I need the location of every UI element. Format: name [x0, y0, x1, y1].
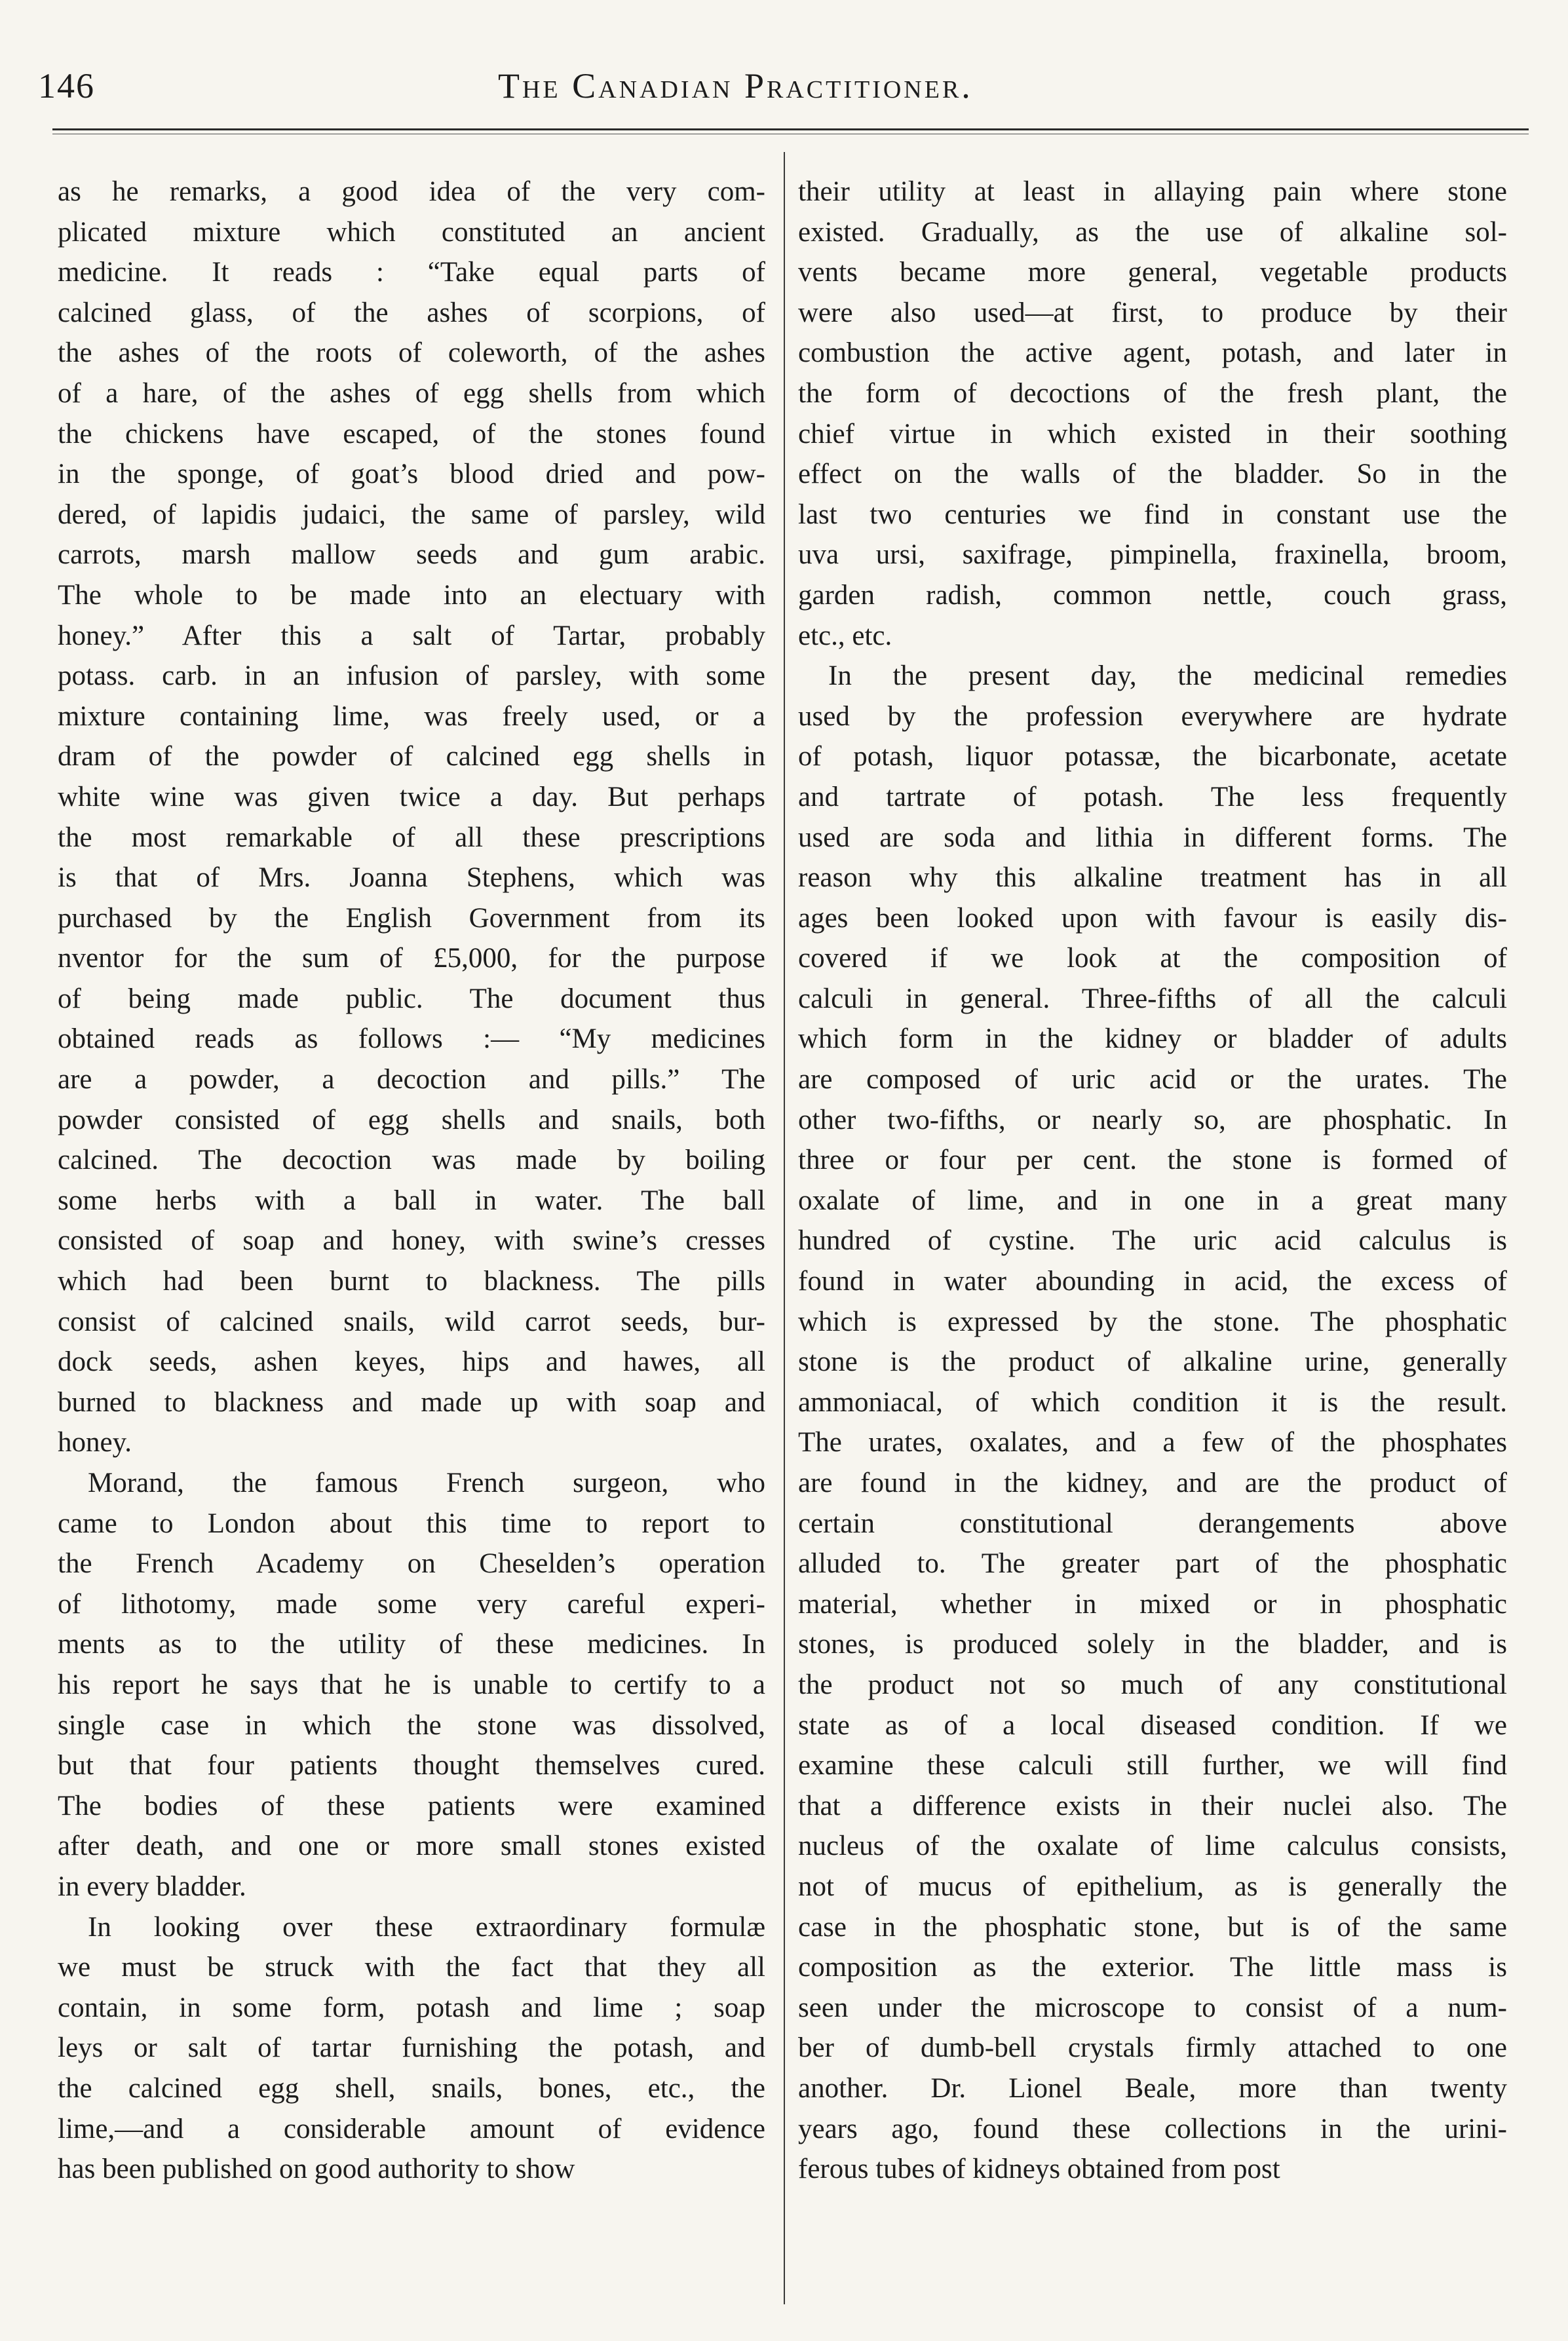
text-line: seen under the microscope to consist of a num-: [798, 1992, 1507, 2023]
text-line: the product not so much of any constitutional: [798, 1669, 1507, 1700]
text-line: lime,—and a considerable amount of evidence: [58, 2113, 765, 2144]
text-line: of being made public. The document thus: [58, 983, 765, 1014]
text-line: ber of dumb-bell crystals firmly attached to one: [798, 2032, 1507, 2064]
text-line: chief virtue in which existed in their soothing: [798, 418, 1507, 449]
running-title: The Canadian Practitioner.: [498, 66, 973, 105]
text-line: carrots, marsh mallow seeds and gum arabic.: [58, 539, 765, 571]
right-column: [798, 172, 1507, 2190]
text-line: that a difference exists in their nuclei also. The: [798, 1790, 1507, 1821]
text-line: consisted of soap and honey, with swine’s cresses: [58, 1225, 765, 1257]
text-line: honey.” After this a salt of Tartar, probably: [58, 620, 765, 651]
text-line: medicine. It reads : “Take equal parts of: [58, 257, 765, 288]
text-line: which form in the kidney or bladder of adults: [798, 1023, 1507, 1055]
text-line: the most remarkable of all these prescriptions: [58, 822, 765, 853]
text-line: ments as to the utility of these medicines. In: [58, 1629, 765, 1660]
text-line: and tartrate of potash. The less frequently: [798, 781, 1507, 812]
text-line: examine these calculi still further, we will find: [798, 1750, 1507, 1781]
text-line: in every bladder.: [58, 1871, 246, 1902]
text-line: etc., etc.: [798, 620, 892, 651]
text-line: effect on the walls of the bladder. So in the: [798, 459, 1507, 490]
text-line: used are soda and lithia in different forms. The: [798, 822, 1507, 853]
text-line: but that four patients thought themselves cured.: [58, 1750, 765, 1781]
text-line: uva ursi, saxifrage, pimpinella, fraxinella, broom,: [798, 539, 1507, 571]
text-line: another. Dr. Lionel Beale, more than twenty: [798, 2072, 1507, 2104]
text-line: were also used—at first, to produce by their: [798, 297, 1507, 328]
text-line: mixture containing lime, was freely used, or a: [58, 700, 765, 732]
text-line: In the present day, the medicinal remedies: [828, 660, 1507, 692]
text-line: Morand, the famous French surgeon, who: [88, 1468, 765, 1498]
text-line: found in water abounding in acid, the excess of: [798, 1266, 1507, 1297]
text-line: after death, and one or more small stones existed: [58, 1831, 765, 1862]
text-line: are found in the kidney, and are the product of: [798, 1468, 1507, 1498]
text-line: honey.: [58, 1427, 132, 1458]
text-line: the chickens have escaped, of the stones found: [58, 418, 765, 449]
text-line: contain, in some form, potash and lime ; soap: [58, 1992, 765, 2023]
text-line: stone is the product of alkaline urine, generally: [798, 1346, 1507, 1378]
text-line: dock seeds, ashen keyes, hips and hawes, all: [58, 1346, 765, 1378]
text-line: of potash, liquor potassæ, the bicarbonate, acetate: [798, 741, 1507, 772]
text-line: combustion the active agent, potash, and later in: [798, 337, 1507, 369]
text-line: ammoniacal, of which condition it is the result.: [798, 1386, 1507, 1418]
text-line: the calcined egg shell, snails, bones, etc., the: [58, 2072, 765, 2104]
text-line: nventor for the sum of £5,000, for the purpose: [58, 943, 765, 974]
text-line: case in the phosphatic stone, but is of the same: [798, 1911, 1507, 1943]
text-line: The urates, oxalates, and a few of the phosphates: [798, 1427, 1507, 1458]
text-line: consist of calcined snails, wild carrot seeds, bur-: [58, 1306, 765, 1337]
text-line: certain constitutional derangements above: [798, 1508, 1507, 1539]
text-line: of lithotomy, made some very careful experi-: [58, 1588, 765, 1620]
text-line: three or four per cent. the stone is formed of: [798, 1145, 1507, 1176]
text-line: nucleus of the oxalate of lime calculus consists,: [798, 1831, 1507, 1862]
text-line: potass. carb. in an infusion of parsley, with some: [58, 660, 765, 692]
text-line: the French Academy on Cheselden’s operation: [58, 1548, 765, 1580]
text-line: some herbs with a ball in water. The ball: [58, 1185, 765, 1216]
text-line: which is expressed by the stone. The phosphatic: [798, 1306, 1507, 1337]
text-line: existed. Gradually, as the use of alkaline sol-: [798, 216, 1507, 248]
text-line: in the sponge, of goat’s blood dried and pow-: [58, 459, 765, 490]
text-line: vents became more general, vegetable products: [798, 257, 1507, 288]
text-line: years ago, found these collections in the urini-: [798, 2113, 1507, 2144]
text-line: white wine was given twice a day. But perhaps: [58, 781, 765, 812]
text-line: reason why this alkaline treatment has in all: [798, 862, 1507, 894]
text-line: is that of Mrs. Joanna Stephens, which was: [58, 862, 765, 894]
text-line: last two centuries we find in constant use the: [798, 499, 1507, 530]
text-line: covered if we look at the composition of: [798, 943, 1507, 974]
text-line: ages been looked upon with favour is easily dis-: [798, 902, 1507, 934]
text-line: powder consisted of egg shells and snails, both: [58, 1104, 765, 1135]
text-line: as he remarks, a good idea of the very com-: [58, 176, 765, 207]
text-line: The bodies of these patients were examined: [58, 1790, 765, 1821]
text-line: dered, of lapidis judaici, the same of parsley, wild: [58, 499, 765, 530]
header-rule: [52, 128, 1529, 130]
text-line: his report he says that he is unable to certify to a: [58, 1669, 765, 1700]
text-line: used by the profession everywhere are hydrate: [798, 700, 1507, 732]
text-line: composition as the exterior. The little mass is: [798, 1952, 1507, 1983]
text-line: are composed of uric acid or the urates. The: [798, 1064, 1507, 1095]
column-divider: [784, 152, 785, 2304]
text-line: The whole to be made into an electuary with: [58, 579, 765, 611]
text-line: oxalate of lime, and in one in a great many: [798, 1185, 1507, 1216]
page-number: 146: [38, 66, 95, 105]
text-line: calcined. The decoction was made by boiling: [58, 1145, 765, 1176]
text-line: single case in which the stone was dissolved,: [58, 1709, 765, 1741]
text-line: material, whether in mixed or in phosphatic: [798, 1588, 1507, 1620]
text-line: calcined glass, of the ashes of scorpions, of: [58, 297, 765, 328]
text-line: stones, is produced solely in the bladder, and is: [798, 1629, 1507, 1660]
text-line: which had been burnt to blackness. The pills: [58, 1266, 765, 1297]
text-line: came to London about this time to report to: [58, 1508, 765, 1539]
text-line: alluded to. The greater part of the phosphatic: [798, 1548, 1507, 1580]
text-line: plicated mixture which constituted an ancient: [58, 216, 765, 248]
text-line: are a powder, a decoction and pills.” The: [58, 1064, 765, 1095]
text-line: the ashes of the roots of coleworth, of the ashes: [58, 337, 765, 369]
text-line: other two-fifths, or nearly so, are phosphatic. In: [798, 1104, 1507, 1135]
text-line: garden radish, common nettle, couch grass,: [798, 579, 1507, 611]
text-line: of a hare, of the ashes of egg shells from which: [58, 377, 765, 409]
text-line: In looking over these extraordinary formulæ: [88, 1911, 765, 1943]
text-line: dram of the powder of calcined egg shells in: [58, 741, 765, 772]
text-line: burned to blackness and made up with soap and: [58, 1386, 765, 1418]
text-line: leys or salt of tartar furnishing the potash, and: [58, 2032, 765, 2064]
text-line: ferous tubes of kidneys obtained from post: [798, 2154, 1280, 2185]
text-line: not of mucus of epithelium, as is generally the: [798, 1871, 1507, 1902]
left-column: [58, 172, 765, 2190]
text-line: calculi in general. Three-fifths of all the calculi: [798, 983, 1507, 1014]
text-line: state as of a local diseased condition. If we: [798, 1709, 1507, 1741]
text-line: hundred of cystine. The uric acid calculus is: [798, 1225, 1507, 1257]
text-line: obtained reads as follows :— “My medicines: [58, 1023, 765, 1055]
text-line: their utility at least in allaying pain where stone: [798, 176, 1507, 207]
text-line: we must be struck with the fact that they all: [58, 1952, 765, 1983]
text-line: purchased by the English Government from its: [58, 902, 765, 934]
text-line: the form of decoctions of the fresh plant, the: [798, 377, 1507, 409]
text-line: has been published on good authority to show: [58, 2154, 575, 2185]
